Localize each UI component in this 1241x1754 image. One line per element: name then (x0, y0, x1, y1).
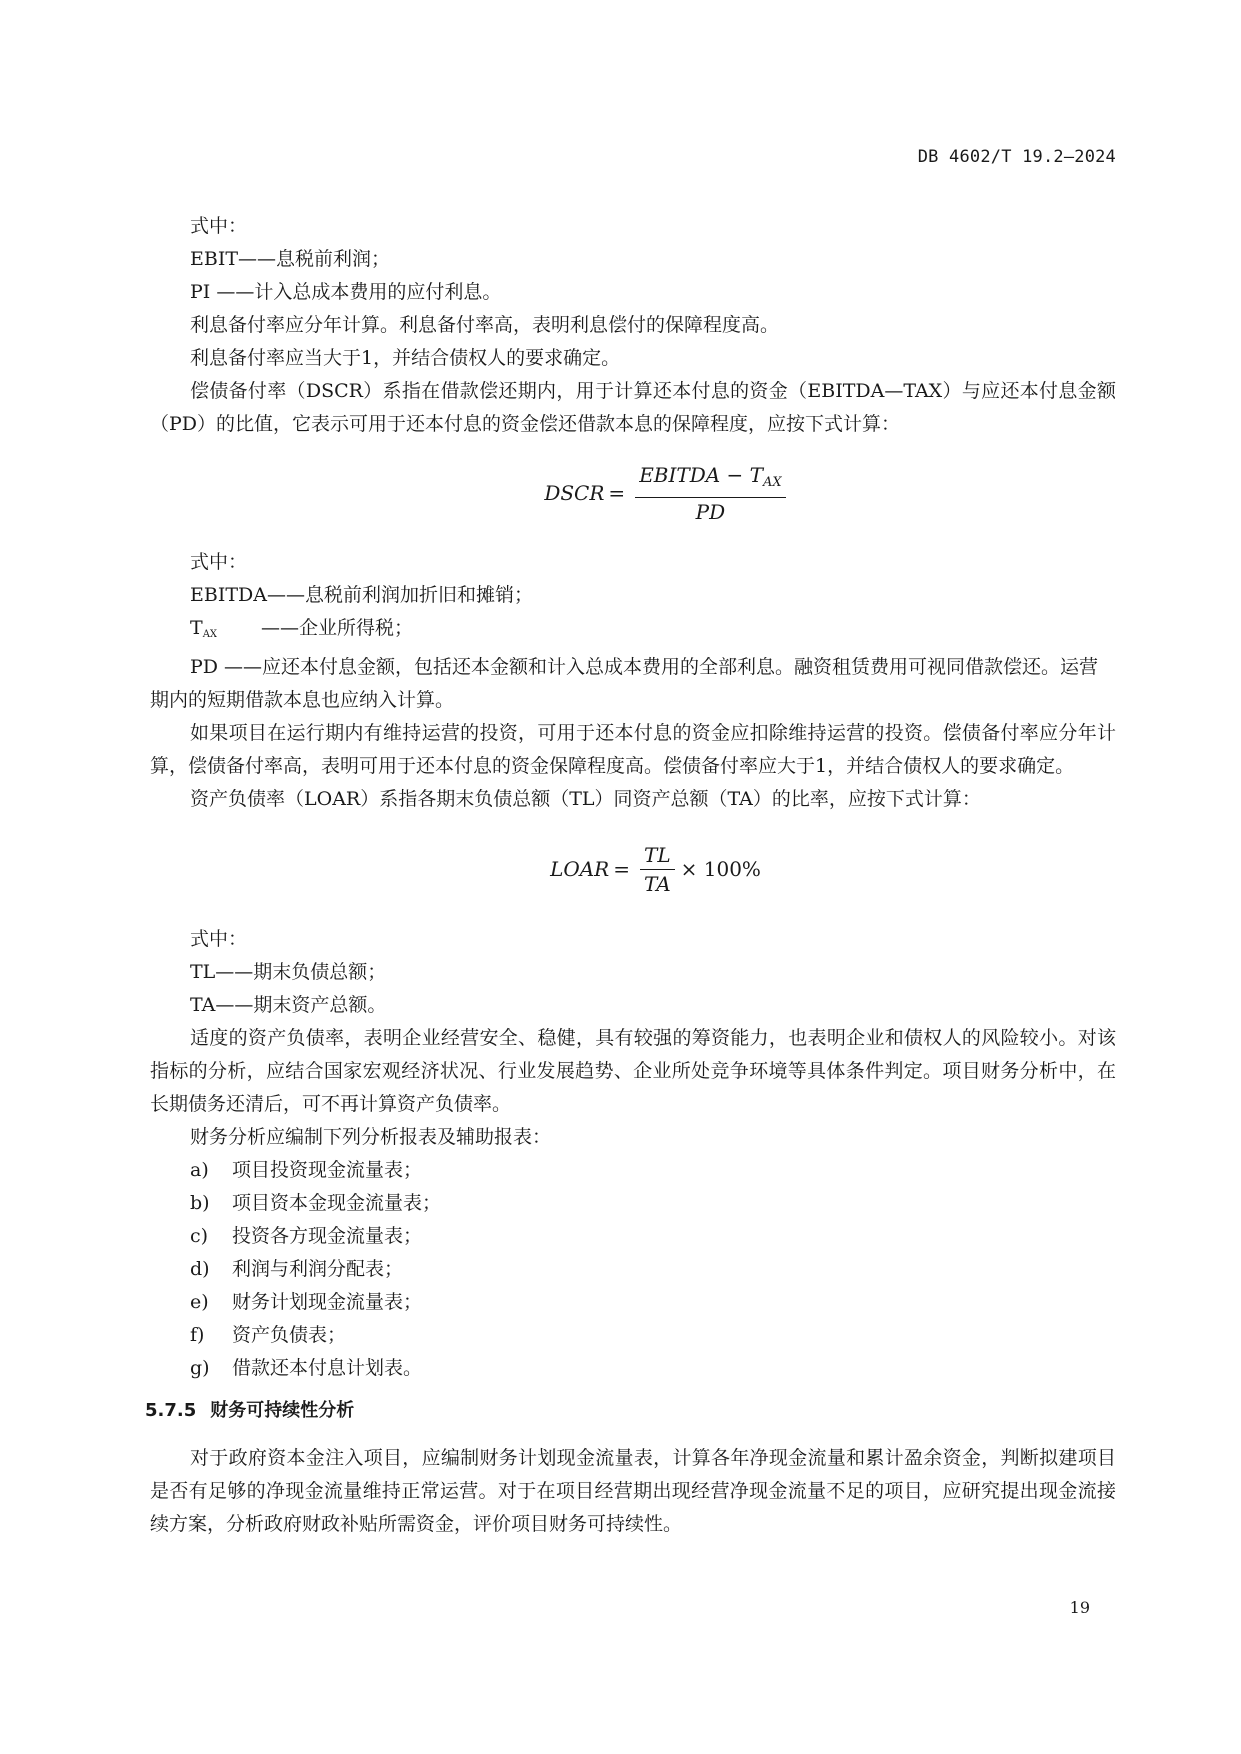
list-marker: d) (190, 1258, 210, 1280)
formula-loar (195, 816, 1116, 923)
list-marker: e) (190, 1291, 209, 1313)
paragraph: 资产负债率（LOAR）系指各期末负债总额（TL）同资产总额（TA）的比率，应按下式计算： (190, 788, 981, 810)
fraction-denominator: PD (695, 500, 726, 524)
definition-tl: TL——期末负债总额； (190, 961, 387, 983)
definition-ebitda: EBITDA——息税前利润加折旧和摊销； (190, 584, 533, 606)
list-item (190, 1220, 1116, 1253)
where-label: 式中： (190, 551, 248, 573)
paragraph: 财务分析应编制下列分析报表及辅助报表： (190, 1126, 552, 1148)
fraction-numerator: TL (640, 842, 675, 870)
numerator-subscript: AX (763, 475, 782, 490)
paragraph: 利息备付率应当大于1，并结合债权人的要求确定。 (190, 347, 621, 369)
formula-lhs: LOAR (550, 857, 610, 881)
list-marker: g) (190, 1357, 210, 1379)
list-item-text: 投资各方现金流量表； (232, 1225, 423, 1247)
definition-pd (150, 651, 1116, 717)
formula-dscr (220, 441, 1116, 546)
page-body (145, 210, 1116, 1541)
formula-equals: = (608, 481, 626, 505)
list-item-text: 资产负债表； (232, 1324, 347, 1346)
list-item-text: 借款还本付息计划表。 (232, 1357, 423, 1379)
formula-fraction (640, 842, 675, 897)
list-marker: f) (190, 1324, 205, 1346)
list-marker: b) (190, 1192, 210, 1214)
tax-definition: ——企业所得税； (261, 617, 414, 639)
report-list (150, 1154, 1116, 1385)
formula-tail: × 100% (680, 857, 761, 881)
section-title: 财务可持续性分析 (210, 1400, 355, 1421)
document-code: DB 4602/T 19.2—2024 (917, 147, 1116, 167)
tax-subscript: AX (202, 629, 218, 640)
list-marker: c) (190, 1225, 209, 1247)
list-item-text: 项目投资现金流量表； (232, 1159, 423, 1181)
list-item (190, 1352, 1116, 1385)
numerator-text: EBITDA − T (639, 463, 764, 487)
list-item-text: 项目资本金现金流量表； (232, 1192, 442, 1214)
paragraph: 利息备付率应分年计算。利息备付率高，表明利息偿付的保障程度高。 (190, 314, 780, 336)
tax-symbol: T (190, 617, 203, 639)
where-label: 式中： (190, 928, 248, 950)
paragraph: 适度的资产负债率，表明企业经营安全、稳健，具有较强的筹资能力，也表明企业和债权人的风险较小。对该指标的分析，应结合国家宏观经济状况、行业发展趋势、企业所处竞争环境等具体条件判定。项目财务分析中，在长期债务还清后，可不再计算资产负债率。 (150, 1027, 1116, 1115)
list-item (190, 1187, 1116, 1220)
list-item-text: 利润与利润分配表； (232, 1258, 404, 1280)
section-heading (145, 1394, 1116, 1427)
definition-ebit: EBIT——息税前利润； (190, 248, 391, 270)
list-item-text: 财务计划现金流量表； (232, 1291, 423, 1313)
paragraph: 偿债备付率（DSCR）系指在借款偿还期内，用于计算还本付息的资金（EBITDA—TAX）与应还本付息金额（PD）的比值，它表示可用于还本付息的资金偿还借款本息的保障程度，应按下式计算： (150, 380, 1116, 435)
fraction-numerator (635, 462, 785, 498)
list-item (190, 1286, 1116, 1319)
fraction-denominator: TA (643, 872, 671, 896)
formula-lhs: DSCR (544, 481, 605, 505)
where-label: 式中： (190, 215, 248, 237)
section-number: 5.7.5 (145, 1400, 197, 1421)
formula-equals: = (613, 857, 631, 881)
pd-definition-text: PD ——应还本付息金额，包括还本金额和计入总成本费用的全部利息。融资租赁费用可视同借款偿还。运营期内的短期借款本息也应纳入计算。 (150, 656, 1099, 711)
list-item (190, 1253, 1116, 1286)
page-number: 19 (1069, 1598, 1090, 1617)
list-item (190, 1319, 1116, 1352)
paragraph: 如果项目在运行期内有维持运营的投资，可用于还本付息的资金应扣除维持运营的投资。偿债备付率应分年计算，偿债备付率高，表明可用于还本付息的资金保障程度高。偿债备付率应大于1，并结合债权人的要求确定。 (150, 722, 1116, 777)
definition-pi: PI ——计入总成本费用的应付利息。 (190, 281, 502, 303)
definition-ta: TA——期末资产总额。 (190, 994, 387, 1016)
definition-tax (150, 612, 1116, 651)
list-marker: a) (190, 1159, 209, 1181)
list-item (190, 1154, 1116, 1187)
paragraph: 对于政府资本金注入项目，应编制财务计划现金流量表，计算各年净现金流量和累计盈余资金，判断拟建项目是否有足够的净现金流量维持正常运营。对于在项目经营期出现经营净现金流量不足的项目，应研究提出现金流接续方案，分析政府财政补贴所需资金，评价项目财务可持续性。 (150, 1447, 1116, 1535)
formula-fraction (635, 462, 785, 525)
